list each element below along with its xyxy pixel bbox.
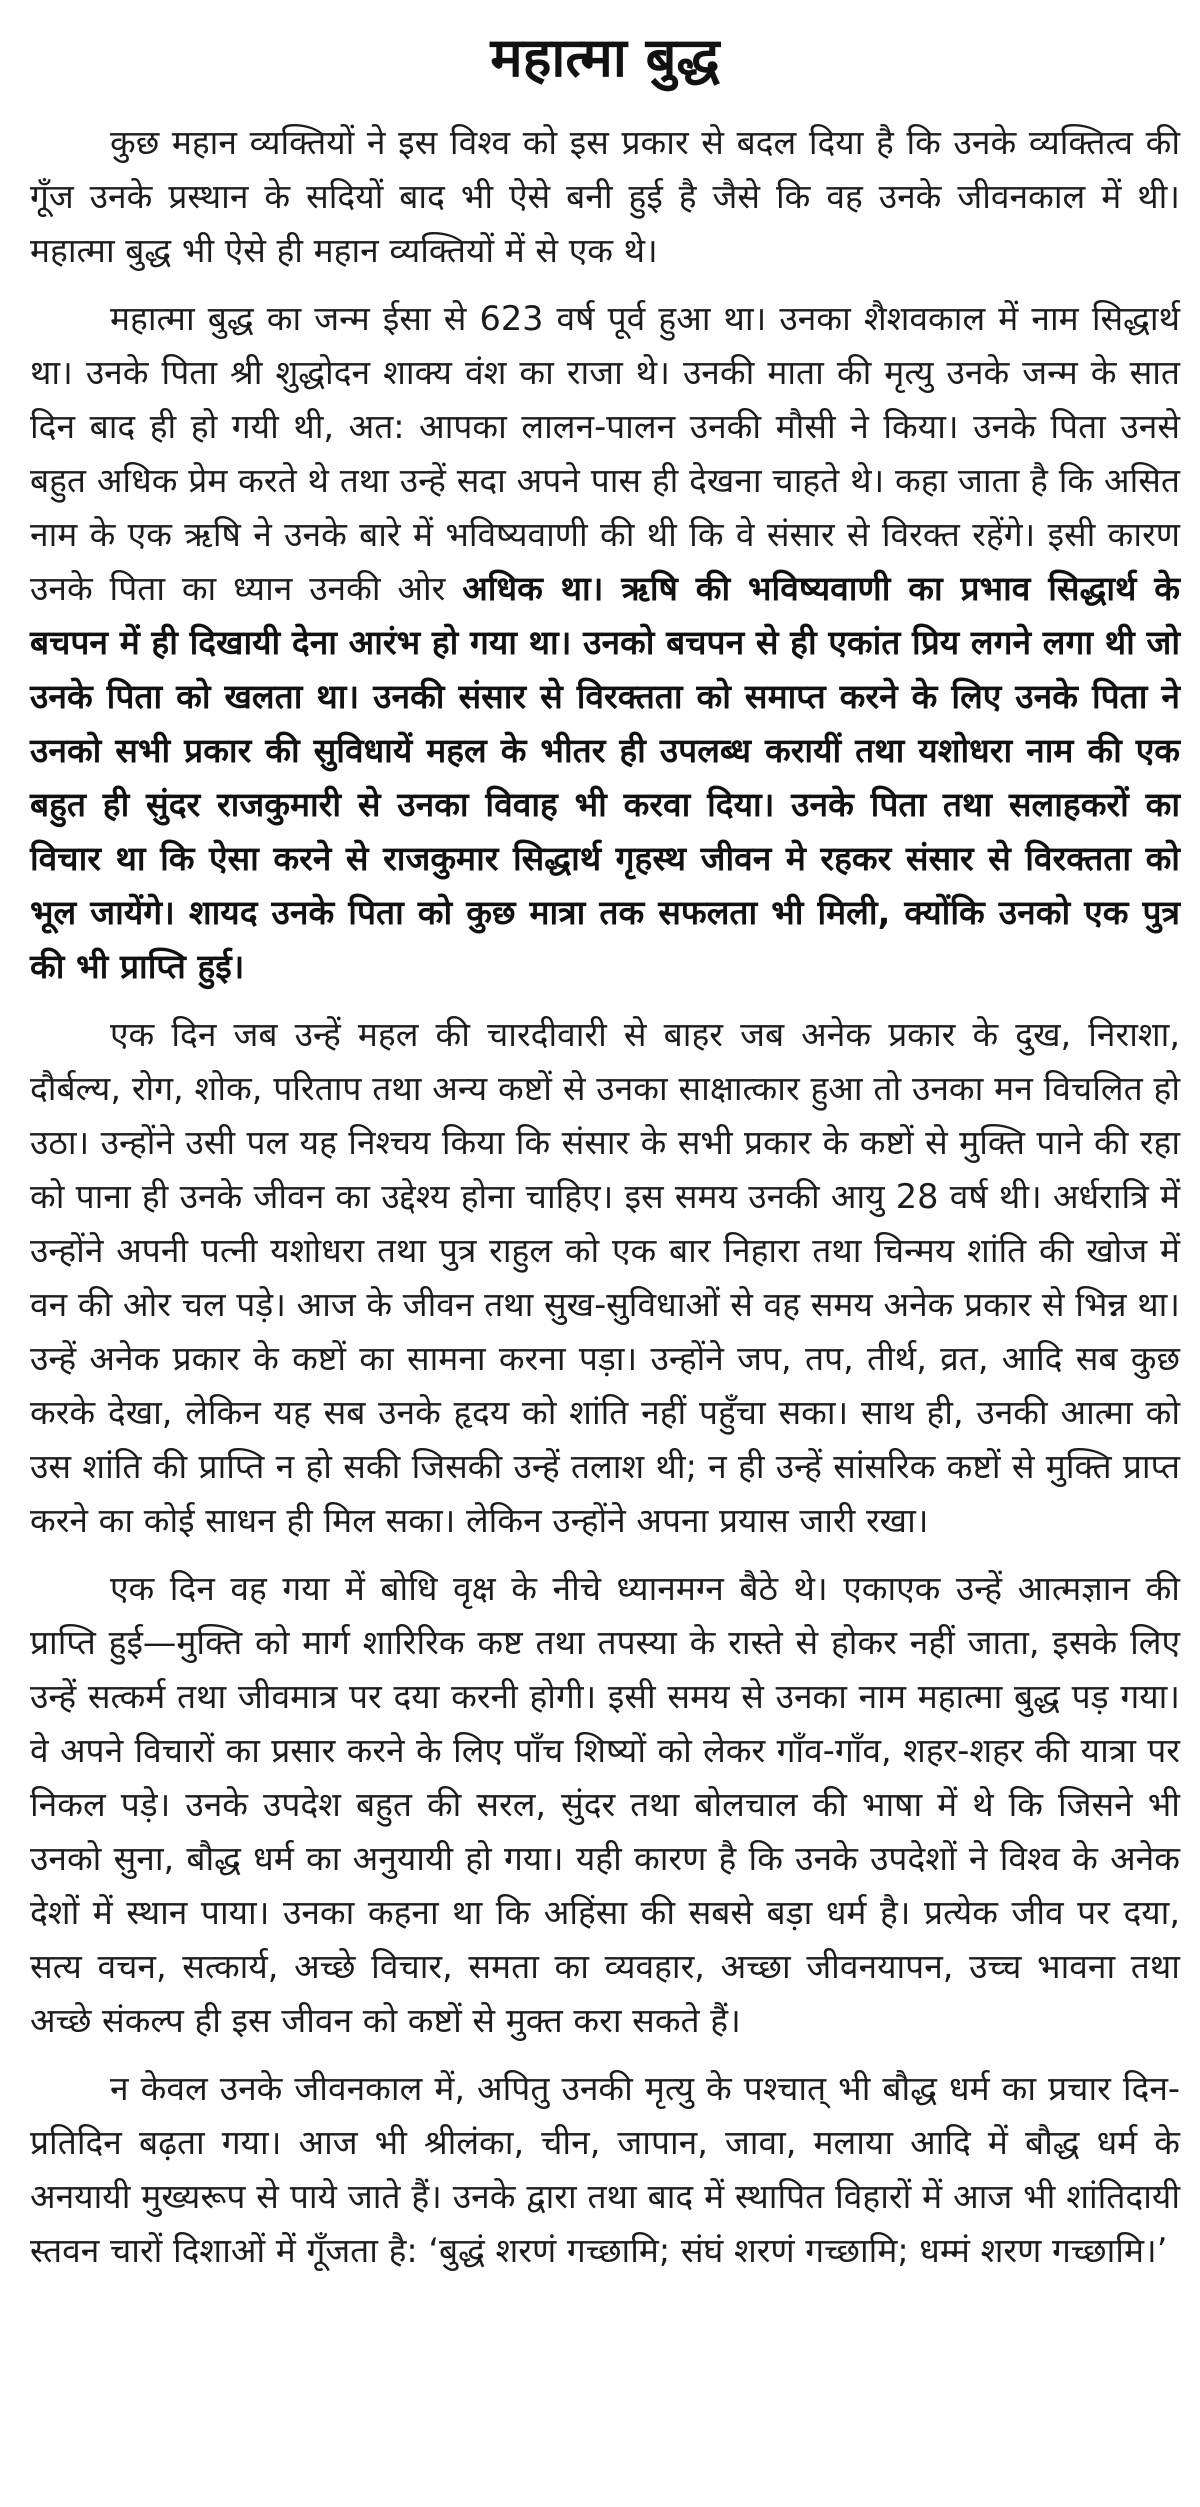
paragraph-birth-text: महात्मा बुद्ध का जन्म ईसा से 623 वर्ष पूर्व हुआ था। उनका शैशवकाल में नाम सिद्धार्थ था। उनके पिता श्री शुद्धोदन शाक्य वंश का राजा थे। उनकी माता की मृत्यु उनके जन्म के सात दिन बाद ही हो गयी थी, अत: आपका लालन-पालन उनकी मौसी ने किया। उनके पिता उनसे बहुत अधिक प्रेम करते थे तथा उन्हें सदा अपने पास ही देखना चाहते थे। कहा जाता है कि असित नाम के एक ऋषि ने उनके बारे में भविष्यवाणी की थी कि वे संसार से विरक्त रहेंगे। इसी कारण उनके पिता का ध्यान उनकी ओर	[30, 299, 1180, 608]
paragraph-enlightenment	[30, 1562, 1180, 2048]
paragraph-renunciation	[30, 1008, 1180, 1548]
paragraph-birth-bold-text: अधिक था। ऋषि की भविष्यवाणी का प्रभाव सिद्धार्थ के बचपन में ही दिखायी देना आरंभ हो गया था। उनको बचपन से ही एकांत प्रिय लगने लगा थी जो उनके पिता को खलता था। उनकी संसार से विरक्तता को समाप्त करने के लिए उनके पिता ने उनको सभी प्रकार की सुविधायें महल के भीतर ही उपलब्ध करायीं तथा यशोधरा नाम की एक बहुत ही सुंदर राजकुमारी से उनका विवाह भी करवा दिया। उनके पिता तथा सलाहकरों का विचार था कि ऐसा करने से राजकुमार सिद्धार्थ गृहस्थ जीवन मे रहकर संसार से विरक्तता को भूल जायेंगे। शायद उनके पिता को कुछ मात्रा तक सफलता भी मिली, क्योंकि उनको एक पुत्र की भी प्राप्ति हुई।	[30, 569, 1180, 986]
paragraph-legacy	[30, 2062, 1180, 2278]
paragraph-legacy-text: न केवल उनके जीवनकाल में, अपितु उनकी मृत्यु के पश्चात् भी बौद्ध धर्म का प्रचार दिन-प्रतिदिन बढ़ता गया। आज भी श्रीलंका, चीन, जापान, जावा, मलाया आदि में बौद्ध धर्म के अनयायी मुख्यरूप से पाये जाते हैं। उनके द्वारा तथा बाद में स्थापित विहारों में आज भी शांतिदायी स्तवन चारों दिशाओं में गूँजता है: ‘बुद्धं शरणं गच्छामि; संघं शरणं गच्छामि; धम्मं शरण गच्छामि।’	[30, 2069, 1180, 2270]
paragraph-enlightenment-text: एक दिन वह गया में बोधि वृक्ष के नीचे ध्यानमग्न बैठे थे। एकाएक उन्हें आत्मज्ञान की प्राप्ति हुई—मुक्ति को मार्ग शारिरिक कष्ट तथा तपस्या के रास्ते से होकर नहीं जाता, इसके लिए उन्हें सत्कर्म तथा जीवमात्र पर दया करनी होगी। इसी समय से उनका नाम महात्मा बुद्ध पड़ गया। वे अपने विचारों का प्रसार करने के लिए पाँच शिष्यों को लेकर गाँव-गाँव, शहर-शहर की यात्रा पर निकल पड़े। उनके उपदेश बहुत की सरल, सुंदर तथा बोलचाल की भाषा में थे कि जिसने भी उनको सुना, बौद्ध धर्म का अनुयायी हो गया। यही कारण है कि उनके उपदेशों ने विश्व के अनेक देशों में स्थान पाया। उनका कहना था कि अहिंसा की सबसे बड़ा धर्म है। प्रत्येक जीव पर दया, सत्य वचन, सत्कार्य, अच्छे विचार, समता का व्यवहार, अच्छा जीवनयापन, उच्च भावना तथा अच्छे संकल्प ही इस जीवन को कष्टों से मुक्त करा सकते हैं।	[30, 1569, 1180, 2040]
paragraph-birth	[30, 292, 1180, 994]
paragraph-intro-text: कुछ महान व्यक्तियों ने इस विश्व को इस प्रकार से बदल दिया है कि उनके व्यक्तित्व की गूँज उनके प्रस्थान के सदियों बाद भी ऐसे बनी हुई है जैसे कि वह उनके जीवनकाल में थी। महात्मा बुद्ध भी ऐसे ही महान व्यक्तियों में से एक थे।	[30, 123, 1180, 270]
essay-page	[30, 0, 1180, 2507]
paragraph-intro	[30, 116, 1180, 278]
paragraph-renunciation-text: एक दिन जब उन्हें महल की चारदीवारी से बाहर जब अनेक प्रकार के दुख, निराशा, दौर्बल्य, रोग, शोक, परिताप तथा अन्य कष्टों से उनका साक्षात्कार हुआ तो उनका मन विचलित हो उठा। उन्होंने उसी पल यह निश्चय किया कि संसार के सभी प्रकार के कष्टों से मुक्ति पाने की रहा को पाना ही उनके जीवन का उद्देश्य होना चाहिए। इस समय उनकी आयु 28 वर्ष थी। अर्धरात्रि में उन्होंने अपनी पत्नी यशोधरा तथा पुत्र राहुल को एक बार निहारा तथा चिन्मय शांति की खोज में वन की ओर चल पड़े। आज के जीवन तथा सुख-सुविधाओं से वह समय अनेक प्रकार से भिन्न था। उन्हें अनेक प्रकार के कष्टों का सामना करना पड़ा। उन्होंने जप, तप, तीर्थ, व्रत, आदि सब कुछ करके देखा, लेकिन यह सब उनके हृदय को शांति नहीं पहुँचा सका। साथ ही, उनकी आत्मा को उस शांति की प्राप्ति न हो सकी जिसकी उन्हें तलाश थी; न ही उन्हें सांसरिक कष्टों से मुक्ति प्राप्त करने का कोई साधन ही मिल सका। लेकिन उन्होंने अपना प्रयास जारी रखा।	[30, 1015, 1180, 1540]
essay-title: महात्मा बुद्ध	[490, 26, 720, 89]
